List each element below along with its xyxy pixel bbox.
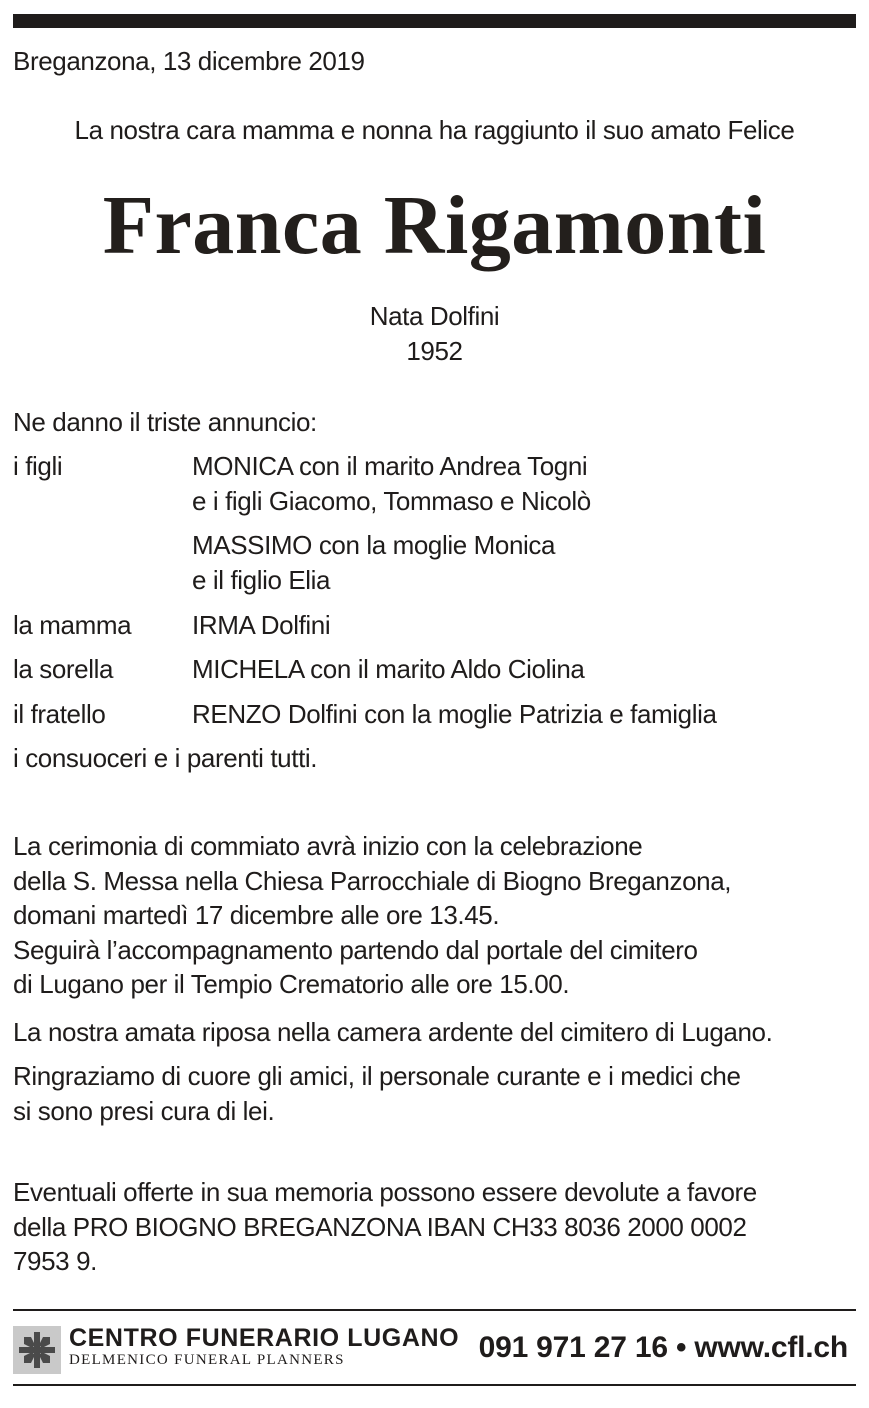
footer-top-rule [13,1309,856,1311]
donation-line: 7953 9. [13,1246,97,1276]
rest-line: La nostra amata riposa nella camera ardente del cimitero di Lugano. [13,1017,773,1047]
maiden-name: Nata Dolfini [369,301,500,331]
relation-line: RENZO Dolfini con la moglie Patrizia e famiglia [192,699,717,729]
relation-line: MASSIMO con la moglie Monica [192,530,556,560]
ceremony-line: domani martedì 17 dicembre alle ore 13.45. [13,900,500,930]
date-line: Breganzona, 13 dicembre 2019 [13,46,365,76]
relation-label-mamma: la mamma [13,610,132,640]
relation-line: MONICA con il marito Andrea Togni [192,451,588,481]
relation-label-fratello: il fratello [13,699,106,729]
funeral-home-name: CENTRO FUNERARIO LUGANO [69,1324,460,1352]
ceremony-line: di Lugano per il Tempio Crematorio alle ore 15.00. [13,969,570,999]
donation-line: Eventuali offerte in sua memoria possono essere devolute a favore [13,1177,757,1207]
footer-bottom-rule [13,1384,856,1386]
cross-logo-icon [13,1326,61,1374]
announce-line: Ne danno il triste annuncio: [13,407,317,437]
relation-line: MICHELA con il marito Aldo Ciolina [192,654,585,684]
ceremony-line: La cerimonia di commiato avrà inizio con la celebrazione [13,831,643,861]
ceremony-line: della S. Messa nella Chiesa Parrocchiale di Biogno Breganzona, [13,865,732,896]
thanks-line: si sono presi cura di lei. [13,1095,275,1126]
intro-line: La nostra cara mamma e nonna ha raggiunto il suo amato Felice [74,115,795,145]
footer [13,1322,856,1378]
ceremony-line: Seguirà l’accompagnamento partendo dal portale del cimitero [13,934,698,965]
ceremony-paragraph [13,829,731,1002]
thanks-paragraph [13,1059,741,1128]
birth-year: 1952 [406,336,463,366]
funeral-home-subtitle: DELMENICO FUNERAL PLANNERS [69,1352,345,1368]
top-rule [13,14,856,28]
family-closing: i consuoceri e i parenti tutti. [13,743,318,773]
thanks-line: Ringraziamo di cuore gli amici, il personale curante e i medici che [13,1061,741,1091]
donation-line: della PRO BIOGNO BREGANZONA IBAN CH33 8036 2000 0002 [13,1211,747,1242]
contact-info: 091 971 27 16 • www.cfl.ch [478,1331,848,1364]
relation-line: IRMA Dolfini [192,610,331,640]
deceased-name: Franca Rigamonti [102,179,767,272]
relation-label-sorella: la sorella [13,654,114,684]
relation-line: e il figlio Elia [192,565,331,595]
relation-label-figli: i figli [13,451,63,481]
donations-paragraph [13,1175,757,1279]
relation-line: e i figli Giacomo, Tommaso e Nicolò [192,486,591,516]
